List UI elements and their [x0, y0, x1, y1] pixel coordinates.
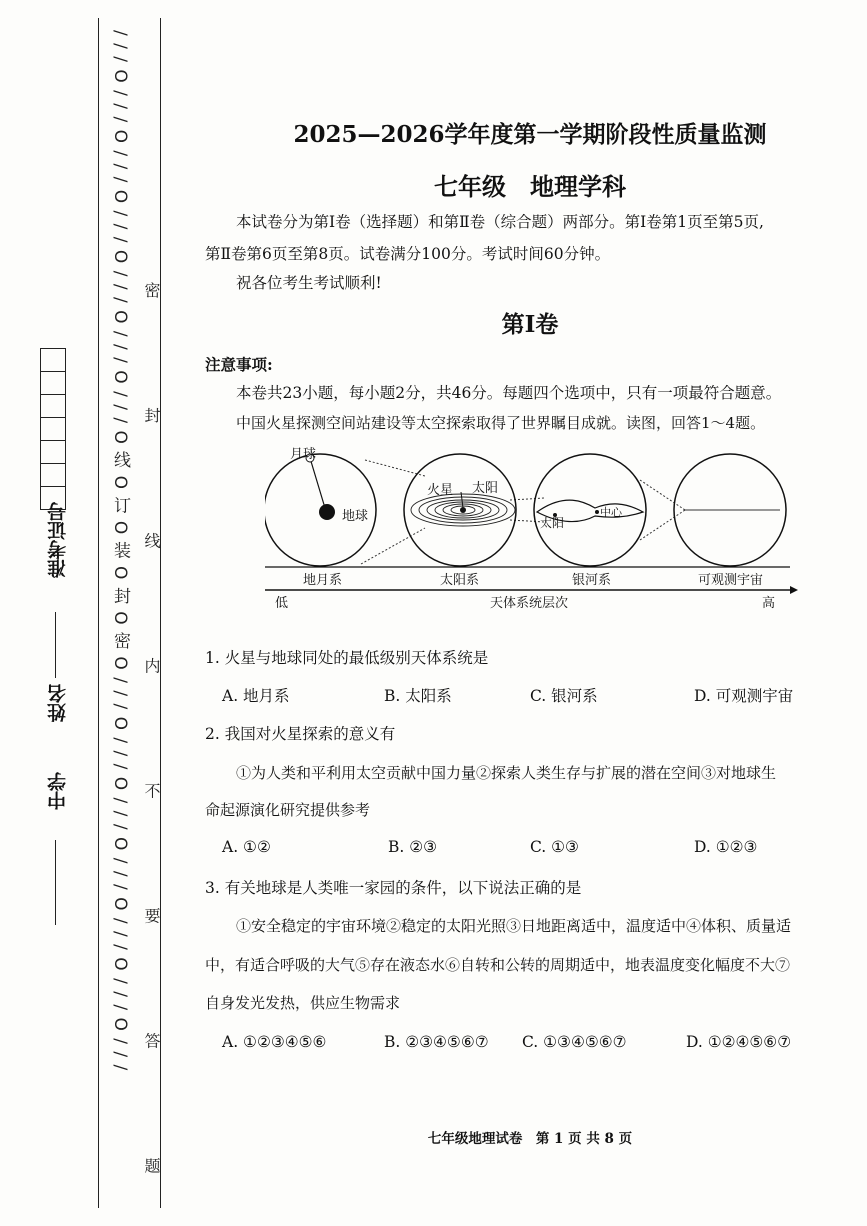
school-blank[interactable] — [55, 840, 56, 925]
exam-id-box[interactable] — [40, 487, 66, 510]
question-3-option-b[interactable]: B. ②③④⑤⑥⑦ — [384, 1033, 489, 1051]
question-2-body-1: ①为人类和平利用太空贡献中国力量②探索人类生存与扩展的潜在空间③对地球生 — [236, 764, 777, 782]
name-label: 姓名 — [47, 684, 69, 722]
exam-id-box[interactable] — [40, 348, 66, 372]
exam-id-box[interactable] — [40, 395, 66, 418]
celestial-system-figure — [265, 440, 805, 615]
notice-label: 注意事项: — [205, 355, 273, 374]
section-title: 第Ⅰ卷 — [501, 311, 559, 338]
exam-subtitle: 七年级 地理学科 — [434, 172, 626, 201]
question-3-option-a[interactable]: A. ①②③④⑤⑥ — [222, 1033, 327, 1051]
question-2-body-2: 命起源演化研究提供参考 — [205, 801, 371, 819]
exam-id-boxes[interactable] — [40, 348, 66, 510]
exam-id-box[interactable] — [40, 418, 66, 441]
label-earth: 地球 — [342, 509, 369, 524]
question-3-body-1: ①安全稳定的宇宙环境②稳定的太阳光照③日地距离适中，温度适中④体积、质量适 — [236, 917, 792, 935]
milky-way-circle — [534, 454, 646, 566]
intro-line-1: 本试卷分为第Ⅰ卷（选择题）和第Ⅱ卷（综合题）两部分。第Ⅰ卷第1页至第5页, — [236, 213, 764, 231]
question-1-stem: 1. 火星与地球同处的最低级别天体系统是 — [205, 649, 489, 667]
label-sun: 太阳 — [472, 481, 499, 496]
question-3-option-c[interactable]: C. ①③④⑤⑥⑦ — [522, 1033, 627, 1051]
page-footer: 七年级地理试卷 第 1 页 共 8 页 — [427, 1131, 633, 1147]
earth-mark — [319, 504, 335, 520]
binding-line-left — [98, 18, 99, 1208]
seal-warning: 密 封 线 内 不 要 答 题 — [142, 282, 161, 1226]
question-2-option-b[interactable]: B. ②③ — [388, 838, 438, 856]
wish-line: 祝各位考生考试顺利! — [236, 274, 382, 292]
exam-title: 2025—2026学年度第一学期阶段性质量监测 — [293, 121, 767, 148]
label-center: 中心 — [600, 506, 622, 519]
question-2-option-a[interactable]: A. ①② — [222, 838, 271, 856]
question-1-option-b[interactable]: B. 太阳系 — [384, 687, 452, 705]
caption-earth-moon: 地月系 — [303, 573, 343, 588]
intro-line-2: 第Ⅱ卷第6页至第8页。试卷满分100分。考试时间60分钟。 — [205, 245, 611, 263]
exam-id-box[interactable] — [40, 464, 66, 487]
label-mars: 火星 — [427, 483, 454, 498]
notice-text: 本卷共23小题，每小题2分，共46分。每题四个选项中，只有一项最符合题意。 — [236, 384, 782, 402]
axis-title: 天体系统层次 — [490, 596, 569, 611]
caption-milky-way: 银河系 — [572, 573, 612, 588]
exam-id-box[interactable] — [40, 372, 66, 395]
label-sun-galaxy: 太阳 — [540, 516, 565, 530]
exam-id-label: 准考证号 — [47, 502, 69, 578]
name-blank[interactable] — [55, 612, 56, 678]
question-1-option-c[interactable]: C. 银河系 — [530, 687, 598, 705]
school-label: 中学 — [47, 772, 69, 810]
exam-id-box[interactable] — [40, 441, 66, 464]
question-3-stem: 3. 有关地球是人类唯一家园的条件，以下说法正确的是 — [205, 879, 582, 897]
question-3-body-2: 中，有适合呼吸的大气⑤存在液态水⑥自转和公转的周期适中，地表温度变化幅度不大⑦ — [205, 956, 791, 974]
caption-solar-system: 太阳系 — [440, 573, 480, 588]
question-3-body-3: 自身发光发热，供应生物需求 — [205, 994, 401, 1012]
caption-universe: 可观测宇宙 — [698, 573, 764, 588]
question-lead: 中国火星探测空间站建设等太空探索取得了世界瞩目成就。读图，回答1～4题。 — [236, 414, 766, 432]
question-2-option-c[interactable]: C. ①③ — [530, 838, 579, 856]
axis-high: 高 — [762, 596, 776, 611]
label-moon: 月球 — [290, 447, 317, 462]
axis-low: 低 — [275, 596, 289, 611]
question-3-option-d[interactable]: D. ①②④⑤⑥⑦ — [686, 1033, 792, 1051]
question-1-option-a[interactable]: A. 地月系 — [222, 687, 290, 705]
seal-cut-line: / / / O / / / O / / / O / / / O / / / O / / / O / / / O 线 O 订 O 装 O 封 O 密 O / / / O / / / O / / / O / / / O / / / O / / / O / / / — [110, 30, 130, 1072]
question-2-stem: 2. 我国对火星探索的意义有 — [205, 725, 396, 743]
question-1-option-d[interactable]: D. 可观测宇宙 — [694, 687, 794, 705]
question-2-option-d[interactable]: D. ①②③ — [694, 838, 758, 856]
